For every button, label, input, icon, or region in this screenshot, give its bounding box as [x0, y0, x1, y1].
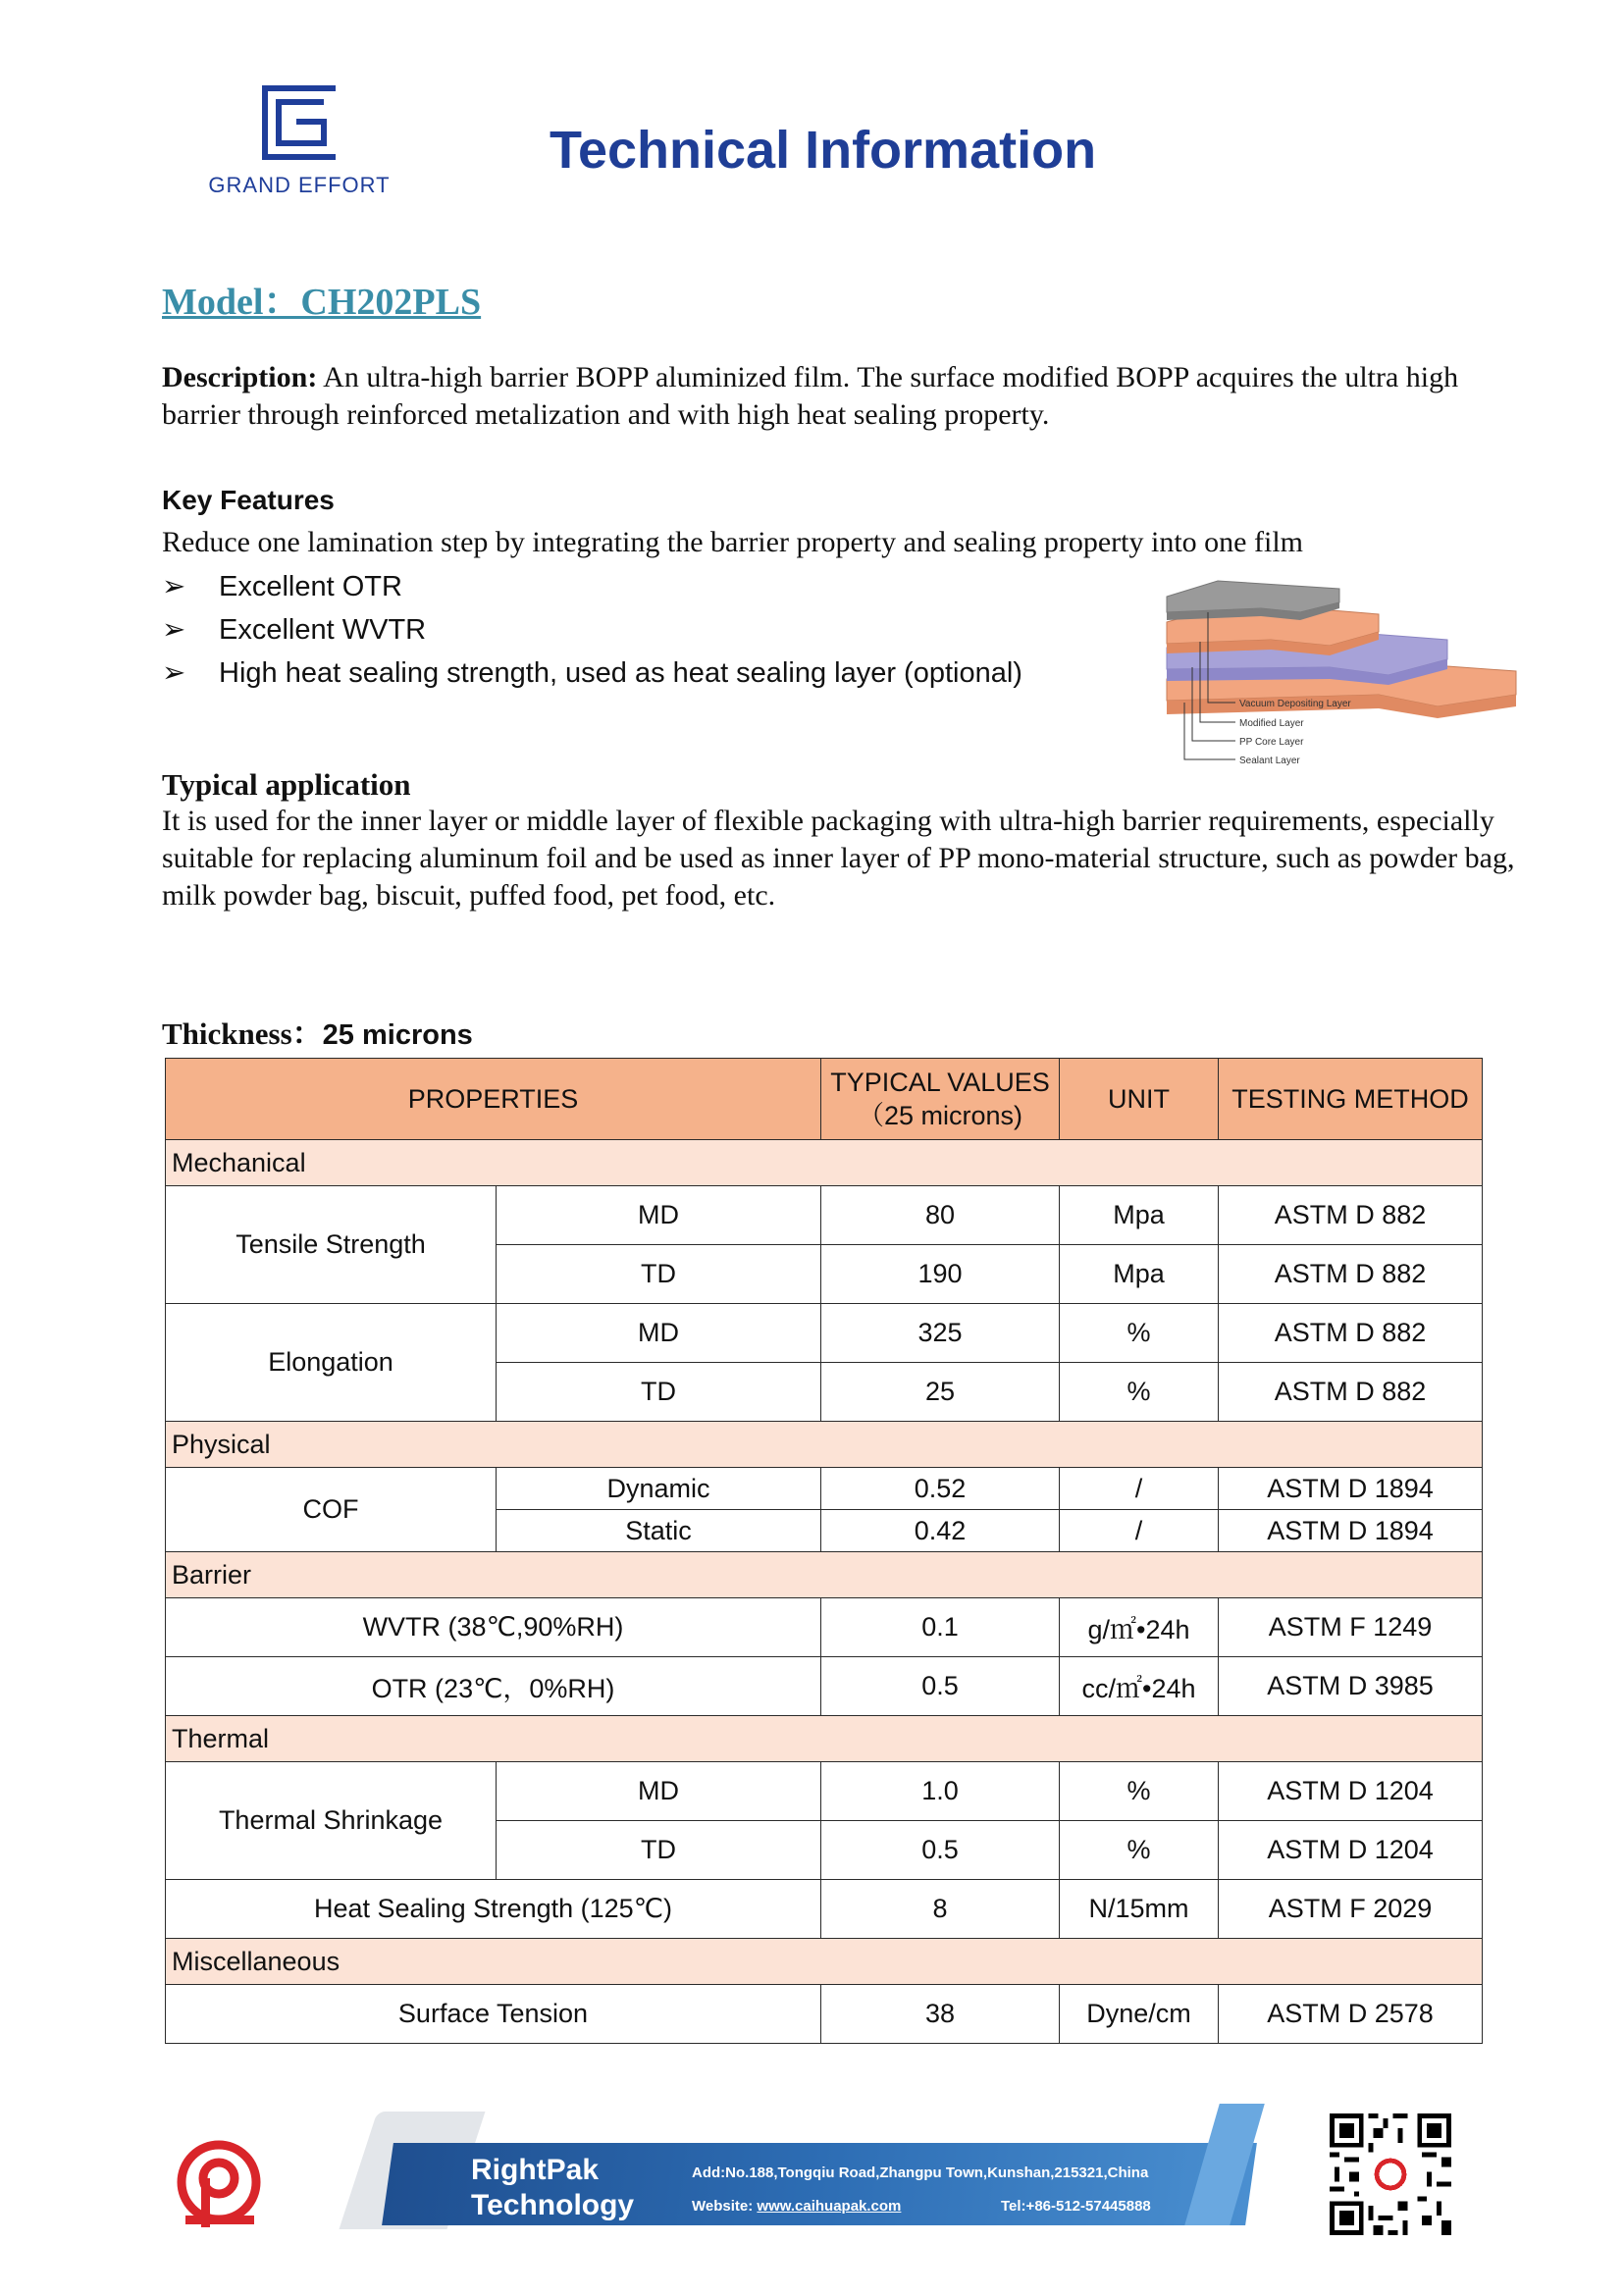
direction-cell: Dynamic — [497, 1468, 821, 1510]
footer-address: Add:No.188,Tongqiu Road,Zhangpu Town,Kunshan,215321,China — [692, 2165, 1149, 2181]
key-features-heading: Key Features — [162, 485, 335, 515]
method-cell: ASTM D 882 — [1219, 1186, 1483, 1245]
rightpak-logo-icon — [172, 2139, 266, 2233]
core-layer-label: PP Core Layer — [1239, 737, 1304, 748]
category-row — [166, 1140, 1483, 1186]
method-cell: ASTM D 1204 — [1219, 1762, 1483, 1821]
method-cell: ASTM D 882 — [1219, 1363, 1483, 1422]
company-line1: RightPak — [471, 2154, 600, 2186]
category-miscellaneous: Miscellaneous — [166, 1939, 1483, 1985]
footer-telephone: Tel:+86-512-57445888 — [1001, 2198, 1151, 2215]
unit-cell: / — [1060, 1468, 1219, 1510]
vacuum-layer-label: Vacuum Depositing Layer — [1239, 699, 1351, 709]
footer-company-name — [471, 2153, 634, 2223]
film-layer-diagram — [1153, 569, 1526, 805]
direction-cell: MD — [497, 1304, 821, 1363]
method-cell: ASTM F 2029 — [1219, 1880, 1483, 1939]
arrow-bullet-icon: ➢ — [162, 657, 186, 689]
company-line2: Technology — [471, 2189, 635, 2221]
value-cell: 325 — [821, 1304, 1060, 1363]
thickness-row — [162, 1009, 473, 1053]
value-cell: 0.5 — [821, 1657, 1060, 1716]
table-row — [166, 1762, 1483, 1821]
method-cell: ASTM D 3985 — [1219, 1657, 1483, 1716]
category-mechanical: Mechanical — [166, 1140, 1483, 1186]
header-typical-line2: （25 microns) — [857, 1101, 1023, 1130]
application-heading: Typical application — [162, 767, 411, 802]
description-text: An ultra-high barrier BOPP aluminized film. The surface modified BOPP acquires the ultra high barrier through reinforced metalization and with high heat sealing property. — [162, 361, 1459, 431]
direction-cell: TD — [497, 1363, 821, 1422]
category-thermal: Thermal — [166, 1716, 1483, 1762]
property-cof: COF — [166, 1468, 497, 1552]
value-cell: 0.42 — [821, 1510, 1060, 1552]
footer-website — [692, 2198, 901, 2215]
property-heat-sealing-strength: Heat Sealing Strength (125℃) — [166, 1880, 821, 1939]
key-features-list — [162, 565, 1022, 695]
method-cell: ASTM D 882 — [1219, 1245, 1483, 1304]
website-label: Website: — [692, 2198, 758, 2215]
unit-cell: g/㎡•24h — [1060, 1598, 1219, 1657]
property-elongation: Elongation — [166, 1304, 497, 1422]
logo-text: GRAND EFFORT — [208, 173, 391, 197]
method-cell: ASTM D 2578 — [1219, 1985, 1483, 2044]
unit-cell: % — [1060, 1304, 1219, 1363]
property-surface-tension: Surface Tension — [166, 1985, 821, 2044]
table-header-row — [166, 1059, 1483, 1140]
header-testing-method: TESTING METHOD — [1219, 1059, 1483, 1140]
direction-cell: MD — [497, 1186, 821, 1245]
category-row — [166, 1422, 1483, 1468]
unit-cell: / — [1060, 1510, 1219, 1552]
method-cell: ASTM D 1204 — [1219, 1821, 1483, 1880]
method-cell: ASTM D 882 — [1219, 1304, 1483, 1363]
category-row — [166, 1939, 1483, 1985]
table-row — [166, 1880, 1483, 1939]
feature-text: Excellent WVTR — [219, 614, 427, 646]
feature-item — [162, 608, 1022, 652]
direction-cell: TD — [497, 1821, 821, 1880]
value-cell: 38 — [821, 1985, 1060, 2044]
table-row — [166, 1598, 1483, 1657]
unit-cell: Dyne/cm — [1060, 1985, 1219, 2044]
direction-cell: TD — [497, 1245, 821, 1304]
qr-code-icon — [1330, 2113, 1451, 2235]
feature-text: High heat sealing strength, used as heat sealing layer (optional) — [219, 657, 1022, 689]
value-cell: 80 — [821, 1186, 1060, 1245]
grand-effort-logo — [196, 82, 402, 200]
application-text: It is used for the inner layer or middle layer of flexible packaging with ultra-high barrier requirements, especially suitable for replacing aluminum foil and be used as inner layer of PP mono-material structure, such as powder bag, milk powder bag, biscuit, puffed food, pet food, etc. — [162, 805, 1515, 912]
unit-cell: N/15mm — [1060, 1880, 1219, 1939]
website-link[interactable]: www.caihuapak.com — [757, 2198, 902, 2215]
arrow-bullet-icon: ➢ — [162, 614, 186, 646]
direction-cell: Static — [497, 1510, 821, 1552]
properties-table — [165, 1058, 1483, 2044]
value-cell: 8 — [821, 1880, 1060, 1939]
arrow-bullet-icon: ➢ — [162, 571, 186, 602]
category-row — [166, 1716, 1483, 1762]
value-cell: 190 — [821, 1245, 1060, 1304]
feature-text: Excellent OTR — [219, 571, 402, 602]
table-row — [166, 1304, 1483, 1363]
model-heading: Model：CH202PLS — [162, 282, 482, 323]
category-physical: Physical — [166, 1422, 1483, 1468]
property-wvtr: WVTR (38℃,90%RH) — [166, 1598, 821, 1657]
header-typical-values — [821, 1059, 1060, 1140]
key-features-intro: Reduce one lamination step by integrating the barrier property and sealing property into one film — [162, 526, 1303, 558]
unit-cell: % — [1060, 1363, 1219, 1422]
property-thermal-shrinkage: Thermal Shrinkage — [166, 1762, 497, 1880]
method-cell: ASTM F 1249 — [1219, 1598, 1483, 1657]
document-title: Technical Information — [550, 121, 1097, 180]
table-row — [166, 1657, 1483, 1716]
value-cell: 0.52 — [821, 1468, 1060, 1510]
film-layer-illustration — [1153, 569, 1526, 805]
value-cell: 0.1 — [821, 1598, 1060, 1657]
category-row — [166, 1552, 1483, 1598]
feature-item — [162, 652, 1022, 695]
thickness-value: 25 microns — [322, 1019, 473, 1051]
category-barrier: Barrier — [166, 1552, 1483, 1598]
grand-effort-logo-icon — [259, 82, 340, 163]
table-row — [166, 1186, 1483, 1245]
table-row — [166, 1985, 1483, 2044]
feature-item — [162, 565, 1022, 608]
unit-cell: % — [1060, 1821, 1219, 1880]
unit-cell: cc/㎡•24h — [1060, 1657, 1219, 1716]
value-cell: 0.5 — [821, 1821, 1060, 1880]
header-properties: PROPERTIES — [166, 1059, 821, 1140]
description — [162, 359, 1506, 434]
sealant-layer-label: Sealant Layer — [1239, 756, 1300, 766]
method-cell: ASTM D 1894 — [1219, 1468, 1483, 1510]
table-row — [166, 1468, 1483, 1510]
direction-cell: MD — [497, 1762, 821, 1821]
modified-layer-label: Modified Layer — [1239, 718, 1304, 729]
property-otr: OTR (23℃，0%RH) — [166, 1657, 821, 1716]
value-cell: 25 — [821, 1363, 1060, 1422]
unit-cell: % — [1060, 1762, 1219, 1821]
unit-cell: Mpa — [1060, 1245, 1219, 1304]
header-typical-line1: TYPICAL VALUES — [830, 1068, 1050, 1097]
value-cell: 1.0 — [821, 1762, 1060, 1821]
method-cell: ASTM D 1894 — [1219, 1510, 1483, 1552]
thickness-label: Thickness： — [162, 1017, 323, 1051]
footer-banner — [162, 2100, 1477, 2237]
property-tensile-strength: Tensile Strength — [166, 1186, 497, 1304]
header-unit: UNIT — [1060, 1059, 1219, 1140]
unit-cell: Mpa — [1060, 1186, 1219, 1245]
description-label: Description: — [162, 361, 318, 393]
